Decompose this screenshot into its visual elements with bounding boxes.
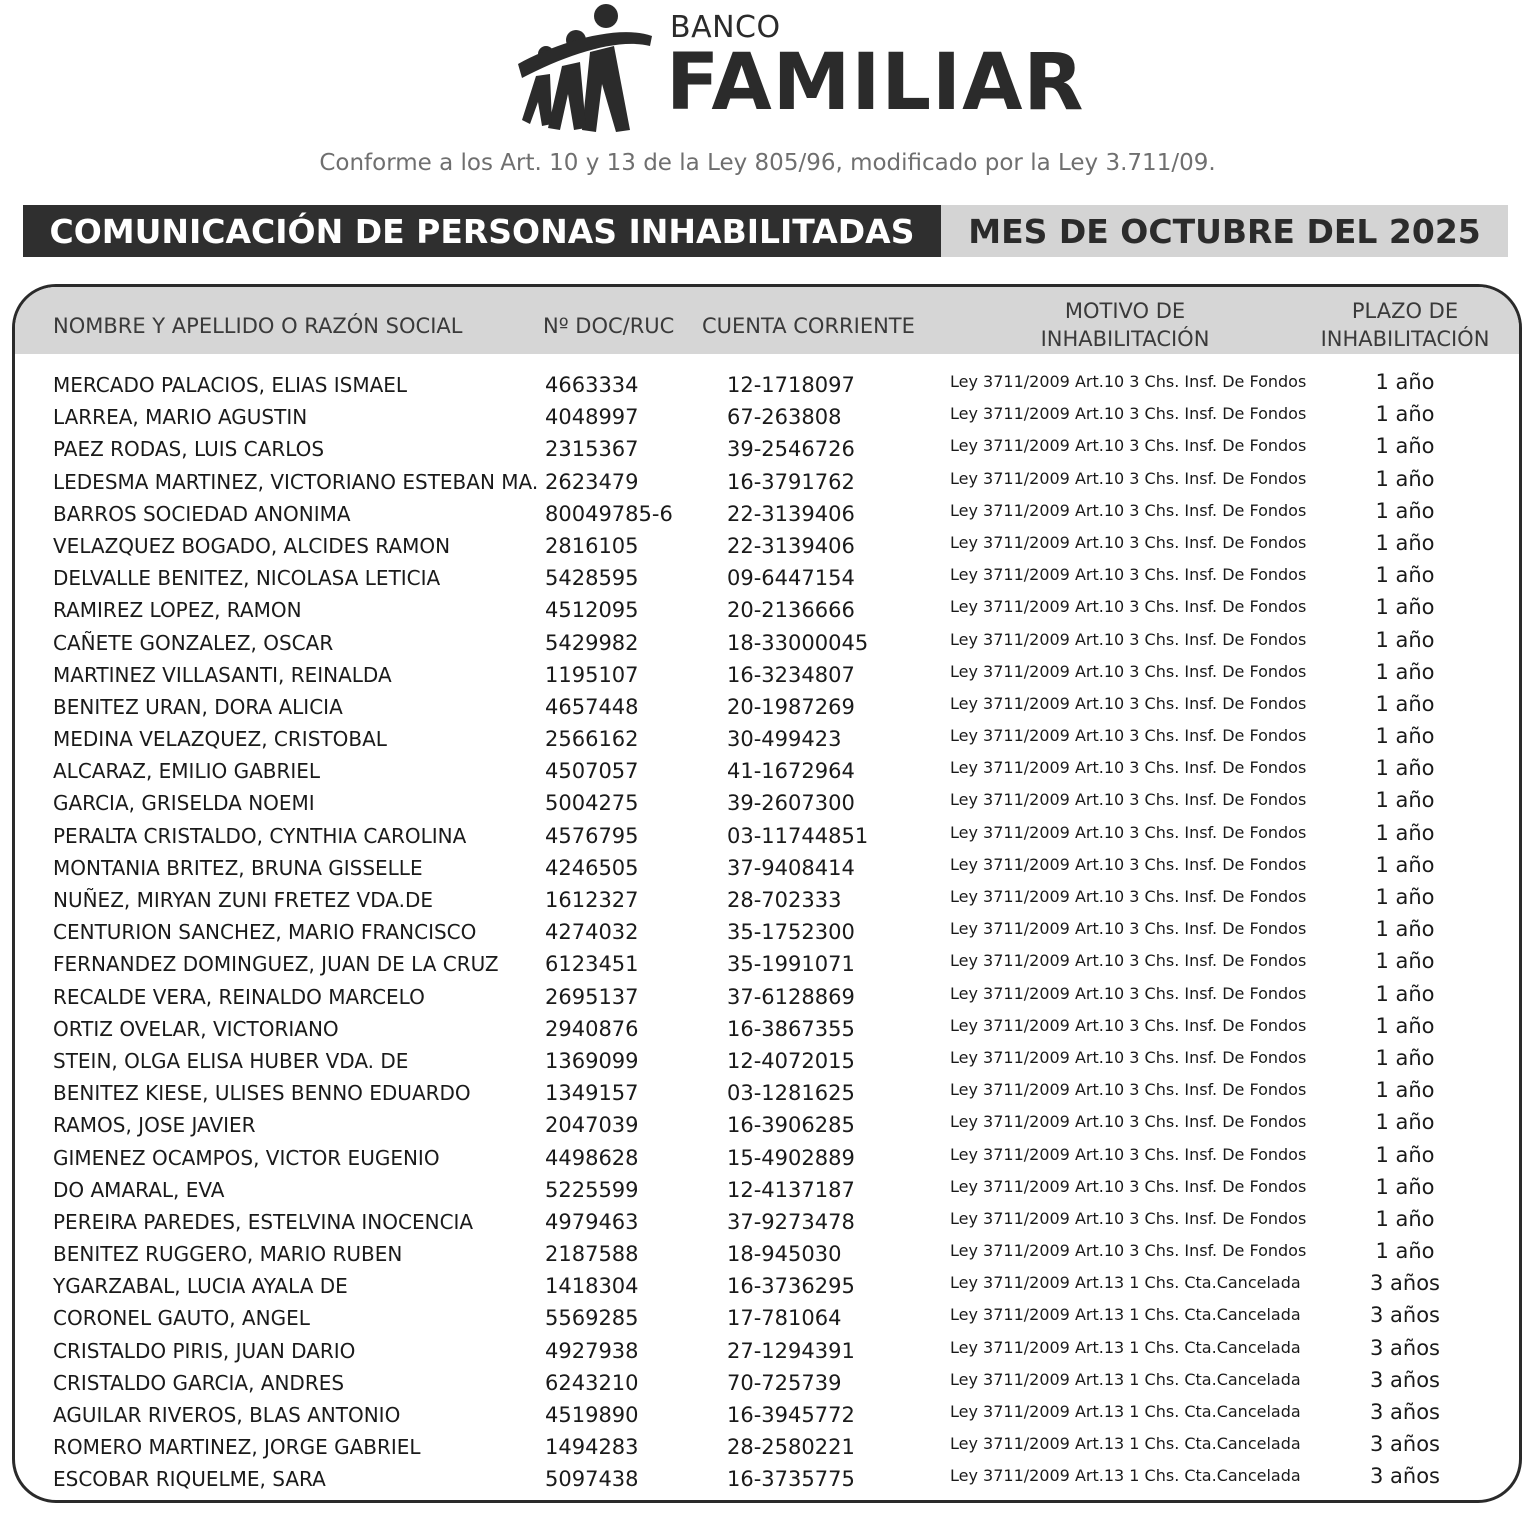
row-term: 1 año xyxy=(1375,788,1435,813)
row-doc: 80049785-6 xyxy=(545,501,673,526)
row-account: 16-3791762 xyxy=(727,469,855,494)
column-header-motive xyxy=(1005,297,1245,353)
row-account: 16-3867355 xyxy=(727,1016,855,1041)
row-account: 12-4072015 xyxy=(727,1048,855,1073)
row-doc: 5428595 xyxy=(545,566,639,591)
row-doc: 1418304 xyxy=(545,1274,639,1299)
row-doc: 4663334 xyxy=(545,373,639,397)
disqualified-persons-table xyxy=(12,284,1522,1503)
row-name: MERCADO PALACIOS, ELIAS ISMAEL xyxy=(53,373,408,397)
row-name: MEDINA VELAZQUEZ, CRISTOBAL xyxy=(53,727,387,752)
row-account: 22-3139406 xyxy=(727,501,855,526)
row-account: 15-4902889 xyxy=(727,1145,855,1170)
row-name: CRISTALDO GARCIA, ANDRES xyxy=(53,1370,345,1395)
row-doc: 1195107 xyxy=(545,662,639,687)
row-name: DO AMARAL, EVA xyxy=(53,1177,225,1202)
row-doc: 2187588 xyxy=(545,1242,639,1267)
row-motive: Ley 3711/2009 Art.10 3 Chs. Insf. De Fondos xyxy=(950,693,1307,713)
row-motive: Ley 3711/2009 Art.10 3 Chs. Insf. De Fondos xyxy=(950,372,1307,391)
row-doc: 2623479 xyxy=(545,469,639,494)
column-header-term xyxy=(1310,297,1500,353)
row-doc: 6123451 xyxy=(545,952,639,977)
row-motive: Ley 3711/2009 Art.10 3 Chs. Insf. De Fondos xyxy=(950,854,1307,874)
table-row xyxy=(15,1336,1519,1368)
row-doc: 1612327 xyxy=(545,888,639,912)
row-motive: Ley 3711/2009 Art.10 3 Chs. Insf. De Fondos xyxy=(950,661,1307,681)
row-motive: Ley 3711/2009 Art.10 3 Chs. Insf. De Fondos xyxy=(950,1015,1307,1035)
law-reference: Conforme a los Art. 10 y 13 de la Ley 805/96, modificado por la Ley 3.711/09. xyxy=(319,150,1216,176)
row-name: ROMERO MARTINEZ, JORGE GABRIEL xyxy=(53,1435,421,1460)
row-name: ORTIZ OVELAR, VICTORIANO xyxy=(53,1016,339,1041)
row-term: 3 años xyxy=(1369,1400,1440,1424)
row-motive: Ley 3711/2009 Art.10 3 Chs. Insf. De Fondos xyxy=(950,1208,1307,1228)
row-term: 1 año xyxy=(1375,1078,1435,1103)
row-name: DELVALLE BENITEZ, NICOLASA LETICIA xyxy=(53,566,441,591)
table-row xyxy=(15,595,1519,627)
row-doc: 5004275 xyxy=(545,791,639,816)
row-account: 39-2607300 xyxy=(727,791,855,816)
row-account: 20-1987269 xyxy=(727,694,855,719)
row-term: 1 año xyxy=(1375,595,1435,620)
banner-period: MES DE OCTUBRE DEL 2025 xyxy=(941,205,1508,257)
row-name: RAMIREZ LOPEZ, RAMON xyxy=(53,598,302,623)
row-name: BENITEZ URAN, DORA ALICIA xyxy=(53,694,343,719)
row-term: 1 año xyxy=(1375,1013,1435,1038)
banner-title: COMUNICACIÓN DE PERSONAS INHABILITADAS xyxy=(23,205,941,257)
row-name: YGARZABAL, LUCIA AYALA DE xyxy=(53,1274,348,1299)
row-name: ESCOBAR RIQUELME, SARA xyxy=(53,1467,326,1492)
row-doc: 5097438 xyxy=(545,1467,639,1492)
table-row xyxy=(15,821,1519,853)
row-motive: Ley 3711/2009 Art.10 3 Chs. Insf. De Fondos xyxy=(950,629,1307,649)
row-name: MONTANIA BRITEZ, BRUNA GISSELLE xyxy=(53,855,423,880)
table-row xyxy=(15,1303,1519,1335)
row-term: 1 año xyxy=(1375,756,1435,781)
row-motive: Ley 3711/2009 Art.13 1 Chs. Cta.Cancelada xyxy=(950,1402,1301,1421)
row-term: 3 años xyxy=(1369,1367,1440,1392)
row-name: CENTURION SANCHEZ, MARIO FRANCISCO xyxy=(53,920,477,945)
row-motive: Ley 3711/2009 Art.10 3 Chs. Insf. De Fondos xyxy=(950,919,1307,939)
row-term: 3 años xyxy=(1369,1464,1440,1489)
row-doc: 6243210 xyxy=(545,1370,639,1395)
row-term: 1 año xyxy=(1375,402,1435,427)
table-row xyxy=(15,1400,1519,1432)
row-name: AGUILAR RIVEROS, BLAS ANTONIO xyxy=(53,1403,401,1427)
row-account: 20-2136666 xyxy=(727,598,855,623)
row-motive: Ley 3711/2009 Art.10 3 Chs. Insf. De Fondos xyxy=(950,790,1307,810)
bank-logo xyxy=(518,2,1085,137)
row-name: BARROS SOCIEDAD ANONIMA xyxy=(53,501,351,526)
row-name: GIMENEZ OCAMPOS, VICTOR EUGENIO xyxy=(53,1145,440,1170)
row-name: VELAZQUEZ BOGADO, ALCIDES RAMON xyxy=(53,533,451,558)
row-doc: 4519890 xyxy=(545,1403,639,1427)
row-motive: Ley 3711/2009 Art.13 1 Chs. Cta.Cancelada xyxy=(950,1273,1301,1293)
table-row xyxy=(15,1014,1519,1046)
row-name: CORONEL GAUTO, ANGEL xyxy=(53,1306,310,1331)
table-row xyxy=(15,1271,1519,1303)
row-motive: Ley 3711/2009 Art.10 3 Chs. Insf. De Fondos xyxy=(950,468,1307,488)
row-account: 27-1294391 xyxy=(727,1338,855,1363)
row-term: 1 año xyxy=(1375,724,1435,749)
row-name: BENITEZ RUGGERO, MARIO RUBEN xyxy=(53,1242,403,1267)
row-motive: Ley 3711/2009 Art.10 3 Chs. Insf. De Fondos xyxy=(950,726,1307,746)
row-motive: Ley 3711/2009 Art.10 3 Chs. Insf. De Fondos xyxy=(950,404,1307,424)
table-row xyxy=(15,1143,1519,1175)
row-motive: Ley 3711/2009 Art.13 1 Chs. Cta.Cancelada xyxy=(950,1305,1301,1325)
table-row xyxy=(15,1368,1519,1400)
column-header-term-line1: PLAZO DE xyxy=(1351,299,1459,323)
table-row xyxy=(15,467,1519,499)
row-term: 1 año xyxy=(1375,659,1435,684)
row-term: 1 año xyxy=(1375,1045,1435,1070)
table-row xyxy=(15,853,1519,885)
row-account: 16-3735775 xyxy=(727,1467,855,1492)
row-term: 1 año xyxy=(1375,530,1435,555)
row-term: 1 año xyxy=(1375,1239,1435,1264)
row-account: 37-9273478 xyxy=(727,1209,855,1234)
row-account: 39-2546726 xyxy=(727,437,855,462)
row-term: 1 año xyxy=(1375,627,1435,652)
family-figures-icon xyxy=(518,2,668,137)
row-name: PAEZ RODAS, LUIS CARLOS xyxy=(53,437,325,462)
row-term: 1 año xyxy=(1375,563,1435,588)
row-motive: Ley 3711/2009 Art.13 1 Chs. Cta.Cancelada xyxy=(950,1434,1301,1454)
row-doc: 2695137 xyxy=(545,984,639,1009)
table-row xyxy=(15,692,1519,724)
table-row xyxy=(15,563,1519,595)
row-term: 1 año xyxy=(1375,434,1435,459)
row-name: NUÑEZ, MIRYAN ZUNI FRETEZ VDA.DE xyxy=(53,888,434,912)
row-doc: 5225599 xyxy=(545,1177,639,1202)
row-name: LARREA, MARIO AGUSTIN xyxy=(53,405,308,430)
row-name: CRISTALDO PIRIS, JUAN DARIO xyxy=(53,1338,356,1363)
row-doc: 4512095 xyxy=(545,598,639,623)
row-motive: Ley 3711/2009 Art.10 3 Chs. Insf. De Fondos xyxy=(950,1112,1307,1132)
column-header-name: NOMBRE Y APELLIDO O RAZÓN SOCIAL xyxy=(53,314,463,338)
row-account: 67-263808 xyxy=(727,405,842,430)
row-account: 22-3139406 xyxy=(727,533,855,558)
table-row xyxy=(15,1110,1519,1142)
column-header-motive-line2: INHABILITACIÓN xyxy=(1040,327,1210,351)
row-motive: Ley 3711/2009 Art.10 3 Chs. Insf. De Fondos xyxy=(950,1241,1307,1261)
row-motive: Ley 3711/2009 Art.10 3 Chs. Insf. De Fondos xyxy=(950,500,1307,520)
row-name: PEREIRA PAREDES, ESTELVINA INOCENCIA xyxy=(53,1209,474,1234)
row-motive: Ley 3711/2009 Art.10 3 Chs. Insf. De Fondos xyxy=(950,758,1307,778)
row-motive: Ley 3711/2009 Art.10 3 Chs. Insf. De Fondos xyxy=(950,597,1307,617)
row-name: ALCARAZ, EMILIO GABRIEL xyxy=(53,759,321,784)
table-row xyxy=(15,949,1519,981)
row-account: 28-2580221 xyxy=(727,1435,855,1460)
table-row xyxy=(15,1207,1519,1239)
row-doc: 4576795 xyxy=(545,823,639,848)
table-row xyxy=(15,499,1519,531)
row-account: 16-3234807 xyxy=(727,662,855,687)
table-row xyxy=(15,1432,1519,1464)
row-doc: 4246505 xyxy=(545,855,639,880)
row-doc: 4498628 xyxy=(545,1145,639,1170)
row-motive: Ley 3711/2009 Art.10 3 Chs. Insf. De Fondos xyxy=(950,951,1307,971)
row-term: 1 año xyxy=(1375,852,1435,877)
row-motive: Ley 3711/2009 Art.10 3 Chs. Insf. De Fondos xyxy=(950,532,1307,552)
row-doc: 2315367 xyxy=(545,437,639,462)
row-name: STEIN, OLGA ELISA HUBER VDA. DE xyxy=(53,1048,409,1073)
row-term: 1 año xyxy=(1375,1206,1435,1231)
row-doc: 4507057 xyxy=(545,759,639,784)
row-doc: 4979463 xyxy=(545,1209,639,1234)
row-term: 1 año xyxy=(1375,981,1435,1006)
table-row xyxy=(15,434,1519,466)
row-account: 35-1752300 xyxy=(727,920,855,945)
row-account: 12-4137187 xyxy=(727,1177,855,1202)
row-account: 28-702333 xyxy=(727,888,842,912)
row-term: 3 años xyxy=(1369,1432,1440,1457)
row-doc: 2816105 xyxy=(545,533,639,558)
row-account: 03-1281625 xyxy=(727,1081,855,1106)
row-term: 1 año xyxy=(1375,1142,1435,1167)
row-name: GARCIA, GRISELDA NOEMI xyxy=(53,791,315,816)
row-term: 3 años xyxy=(1369,1335,1440,1360)
logo-brand-name: FAMILIAR xyxy=(666,38,1085,128)
row-doc: 1349157 xyxy=(545,1081,639,1106)
table-row xyxy=(15,628,1519,660)
row-account: 17-781064 xyxy=(727,1306,842,1331)
row-account: 09-6447154 xyxy=(727,566,855,591)
row-motive: Ley 3711/2009 Art.10 3 Chs. Insf. De Fondos xyxy=(950,1176,1307,1196)
row-name: FERNANDEZ DOMINGUEZ, JUAN DE LA CRUZ xyxy=(53,952,499,977)
row-motive: Ley 3711/2009 Art.10 3 Chs. Insf. De Fondos xyxy=(950,565,1307,585)
table-row xyxy=(15,1046,1519,1078)
table-row xyxy=(15,1464,1519,1496)
row-doc: 4657448 xyxy=(545,694,639,719)
table-row xyxy=(15,660,1519,692)
table-header xyxy=(15,287,1519,354)
row-doc: 2940876 xyxy=(545,1016,639,1041)
row-account: 41-1672964 xyxy=(727,759,855,784)
row-term: 3 años xyxy=(1369,1303,1440,1328)
row-term: 1 año xyxy=(1375,885,1435,909)
row-doc: 2047039 xyxy=(545,1113,639,1138)
table-row xyxy=(15,917,1519,949)
row-account: 18-945030 xyxy=(727,1242,842,1267)
row-name: BENITEZ KIESE, ULISES BENNO EDUARDO xyxy=(53,1081,471,1106)
row-doc: 1369099 xyxy=(545,1048,639,1073)
row-account: 03-11744851 xyxy=(727,823,869,848)
row-motive: Ley 3711/2009 Art.10 3 Chs. Insf. De Fondos xyxy=(950,1080,1307,1100)
row-account: 16-3945772 xyxy=(727,1403,855,1427)
column-header-doc: Nº DOC/RUC xyxy=(543,314,675,338)
row-motive: Ley 3711/2009 Art.10 3 Chs. Insf. De Fondos xyxy=(950,1047,1307,1067)
row-name: RAMOS, JOSE JAVIER xyxy=(53,1113,256,1138)
column-header-term-line2: INHABILITACIÓN xyxy=(1320,327,1490,351)
row-name: PERALTA CRISTALDO, CYNTHIA CAROLINA xyxy=(53,823,467,848)
table-row xyxy=(15,370,1519,402)
table-row xyxy=(15,531,1519,563)
table-body xyxy=(15,370,1519,1497)
row-term: 1 año xyxy=(1375,1110,1435,1135)
row-account: 35-1991071 xyxy=(727,952,855,977)
row-account: 37-6128869 xyxy=(727,984,855,1009)
column-header-motive-line1: MOTIVO DE xyxy=(1064,299,1186,323)
table-row xyxy=(15,788,1519,820)
row-account: 70-725739 xyxy=(727,1370,842,1395)
row-name: MARTINEZ VILLASANTI, REINALDA xyxy=(53,662,392,687)
table-row xyxy=(15,885,1519,917)
row-motive: Ley 3711/2009 Art.13 1 Chs. Cta.Cancelada xyxy=(950,1369,1301,1389)
row-doc: 5429982 xyxy=(545,630,639,655)
row-term: 1 año xyxy=(1375,466,1435,491)
row-term: 3 años xyxy=(1369,1271,1440,1296)
table-row xyxy=(15,402,1519,434)
row-name: LEDESMA MARTINEZ, VICTORIANO ESTEBAN MA. xyxy=(53,469,539,494)
row-term: 1 año xyxy=(1375,820,1435,845)
table-row xyxy=(15,1239,1519,1271)
row-term: 1 año xyxy=(1375,917,1435,942)
row-account: 16-3906285 xyxy=(727,1113,855,1138)
row-doc: 4927938 xyxy=(545,1338,639,1363)
table-row xyxy=(15,756,1519,788)
row-doc: 1494283 xyxy=(545,1435,639,1460)
row-motive: Ley 3711/2009 Art.10 3 Chs. Insf. De Fondos xyxy=(950,887,1307,906)
row-term: 1 año xyxy=(1375,1174,1435,1199)
row-account: 16-3736295 xyxy=(727,1274,855,1299)
row-account: 37-9408414 xyxy=(727,855,855,880)
row-motive: Ley 3711/2009 Art.13 1 Chs. Cta.Cancelada xyxy=(950,1466,1301,1486)
row-account: 18-33000045 xyxy=(727,630,869,655)
row-name: CAÑETE GONZALEZ, OSCAR xyxy=(53,630,334,655)
row-term: 1 año xyxy=(1375,370,1435,394)
row-account: 12-1718097 xyxy=(727,373,855,397)
row-motive: Ley 3711/2009 Art.10 3 Chs. Insf. De Fondos xyxy=(950,1144,1307,1164)
row-motive: Ley 3711/2009 Art.10 3 Chs. Insf. De Fondos xyxy=(950,983,1307,1003)
logo-bank-label: BANCO xyxy=(670,10,781,45)
table-row xyxy=(15,1078,1519,1110)
table-row xyxy=(15,1175,1519,1207)
row-doc: 4048997 xyxy=(545,405,639,430)
row-doc: 5569285 xyxy=(545,1306,639,1331)
row-term: 1 año xyxy=(1375,691,1435,716)
table-row xyxy=(15,982,1519,1014)
row-doc: 4274032 xyxy=(545,920,639,945)
row-motive: Ley 3711/2009 Art.10 3 Chs. Insf. De Fondos xyxy=(950,822,1307,842)
row-motive: Ley 3711/2009 Art.10 3 Chs. Insf. De Fondos xyxy=(950,436,1307,456)
row-name: RECALDE VERA, REINALDO MARCELO xyxy=(53,984,425,1009)
table-row xyxy=(15,724,1519,756)
column-header-account: CUENTA CORRIENTE xyxy=(702,314,915,338)
row-account: 30-499423 xyxy=(727,727,842,752)
row-doc: 2566162 xyxy=(545,727,639,752)
row-term: 1 año xyxy=(1375,498,1435,523)
row-term: 1 año xyxy=(1375,949,1435,974)
row-motive: Ley 3711/2009 Art.13 1 Chs. Cta.Cancelada xyxy=(950,1337,1301,1357)
